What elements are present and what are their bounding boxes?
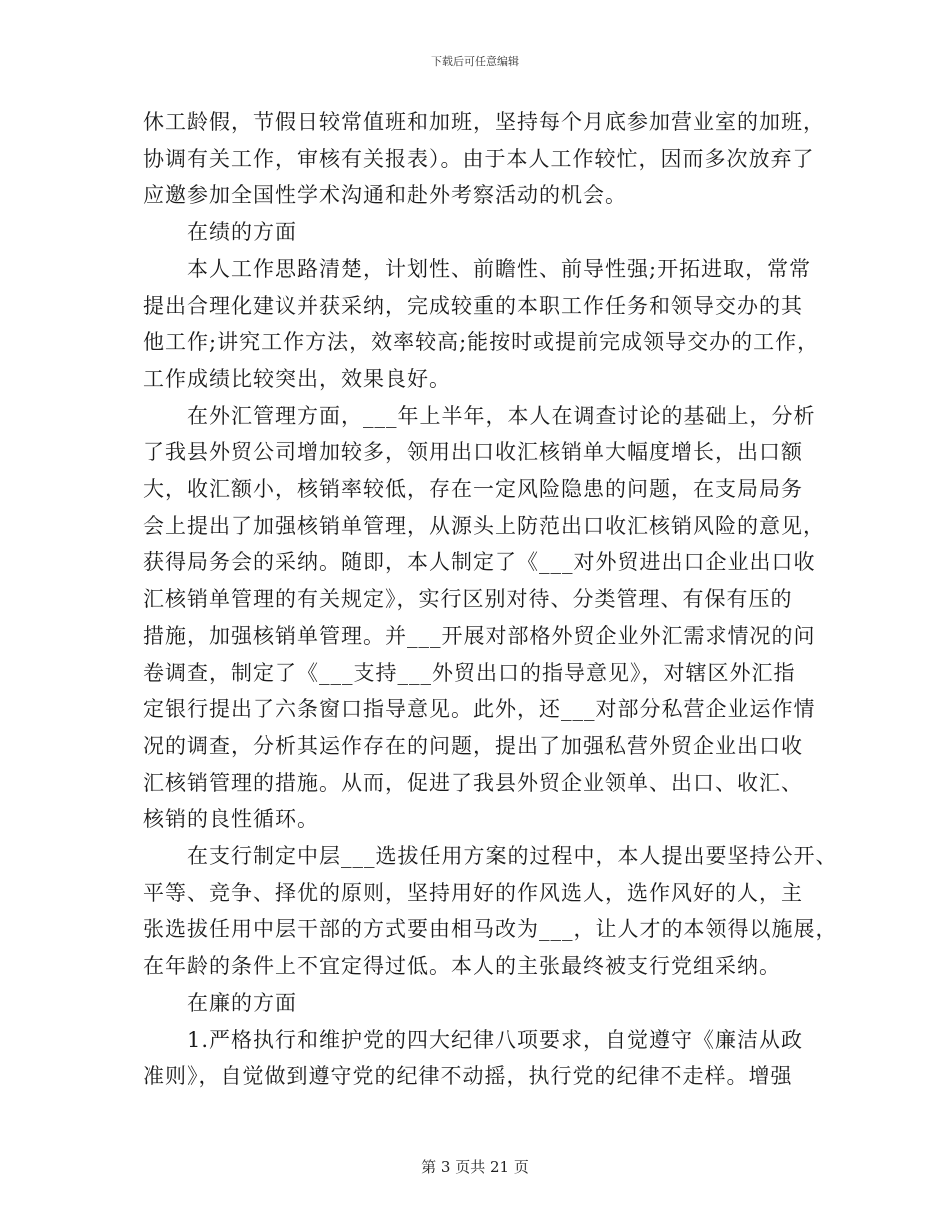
body-line: 在年龄的条件上不宜定得过低。本人的主张最终被支行党组采纳。 [143,954,781,979]
body-line: 在支行制定中层___选拔任用方案的过程中，本人提出要坚持公开、 [187,844,838,869]
body-line: 平等、竞争、择优的原则，坚持用好的作风选人，选作风好的人，主 [143,880,803,905]
body-line: 卷调查，制定了《___支持___外贸出口的指导意见》，对辖区外汇指 [143,660,796,685]
body-line: 措施，加强核销单管理。并___开展对部格外贸企业外汇需求情况的问 [143,623,816,648]
body-line: 定银行提出了六条窗口指导意见。此外，还___对部分私营企业运作情 [143,697,816,722]
body-line: 会上提出了加强核销单管理，从源头上防范出口收汇核销风险的意见， [143,513,825,538]
page-number: 第 3 页共 21 页 [421,1158,529,1176]
section-heading-integrity: 在廉的方面 [187,990,297,1015]
body-line: 他工作;讲究工作方法，效率较高;能按时或提前完成领导交办的工作， [143,330,820,355]
body-line: 况的调查，分析其运作存在的问题，提出了加强私营外贸企业出口收 [143,733,803,758]
body-line: 了我县外贸公司增加较多，领用出口收汇核销单大幅度增长，出口额 [143,440,803,465]
body-line: 准则》，自觉做到遵守党的纪律不动摇，执行党的纪律不走样。增强 [143,1064,793,1089]
body-line: 大，收汇额小，核销率较低，存在一定风险隐患的问题，在支局局务 [143,477,803,502]
body-line: 张选拔任用中层干部的方式要由相马改为___，让人才的本领得以施展， [143,917,838,942]
body-line: 核销的良性循环。 [143,807,319,832]
body-line: 应邀参加全国性学术沟通和赴外考察活动的机会。 [143,183,627,208]
body-line: 工作成绩比较突出，效果良好。 [143,366,451,391]
body-line: 获得局务会的采纳。随即，本人制定了《___对外贸进出口企业出口收 [143,550,816,575]
body-line: 汇核销单管理的有关规定》，实行区别对待、分类管理、有保有压的 [143,587,793,612]
section-heading-achievement: 在绩的方面 [187,220,297,245]
body-line: 提出合理化建议并获采纳，完成较重的本职工作任务和领导交办的其 [143,293,803,318]
page-header-note: 下载后可任意编辑 [431,55,519,68]
body-line: 协调有关工作，审核有关报表）。由于本人工作较忙，因而多次放弃了 [143,146,815,171]
body-line: 本人工作思路清楚，计划性、前瞻性、前导性强;开拓进取，常常 [187,256,812,281]
body-line: 在外汇管理方面，___年上半年，本人在调查讨论的基础上，分析 [187,403,816,428]
document-body [143,104,843,1095]
body-line: 1.严格执行和维护党的四大纪律八项要求，自觉遵守《廉洁从政 [187,1027,804,1052]
body-line: 休工龄假，节假日较常值班和加班，坚持每个月底参加营业室的加班， [143,110,825,134]
body-line: 汇核销管理的措施。从而，促进了我县外贸企业领单、出口、收汇、 [143,770,803,795]
